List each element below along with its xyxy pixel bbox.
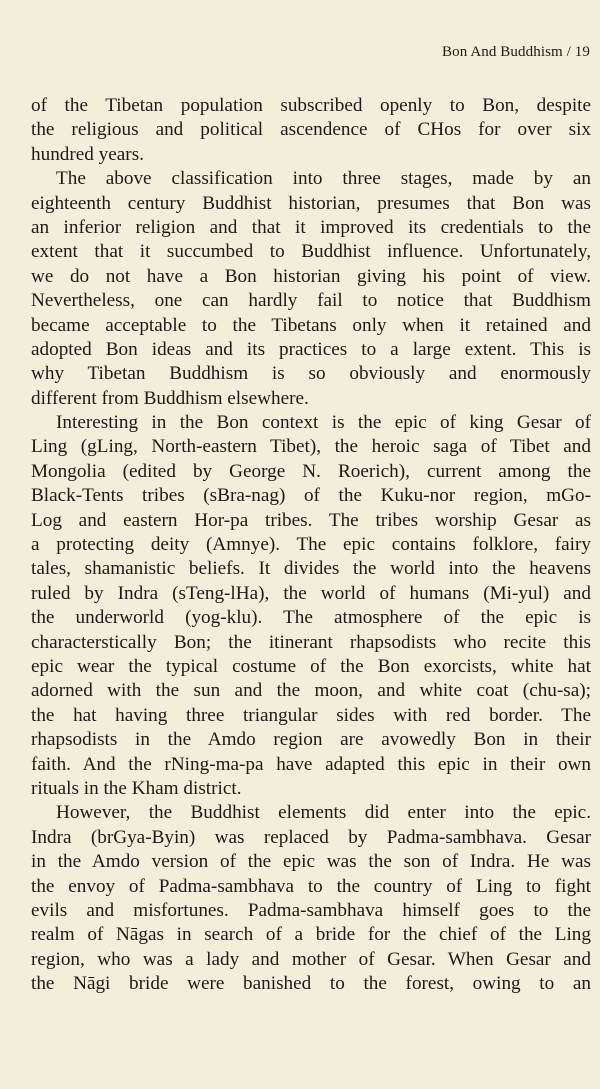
text-line: characterstically Bon; the itinerant rhapsodists who recite this — [31, 631, 591, 653]
text-line: rhapsodists in the Amdo region are avowedly Bon in their — [31, 729, 591, 751]
text-line: Mongolia (edited by George N. Roerich), current among the — [31, 460, 591, 482]
text-line: the hat having three triangular sides with red border. The — [31, 704, 591, 726]
text-line: became acceptable to the Tibetans only when it retained and — [31, 314, 591, 336]
page-number: 19 — [574, 44, 590, 60]
text-line: the underworld (yog-klu). The atmosphere of the epic is — [31, 607, 591, 629]
text-line: rituals in the Kham district. — [31, 777, 242, 799]
paragraph — [31, 94, 591, 167]
text-line: region, who was a lady and mother of Gesar. When Gesar and — [31, 948, 591, 970]
running-header — [442, 44, 590, 61]
text-line: the envoy of Padma-sambhava to the country of Ling to fight — [31, 875, 591, 897]
text-line: we do not have a Bon historian giving his point of view. — [31, 265, 591, 287]
text-line: why Tibetan Buddhism is so obviously and enormously — [31, 363, 591, 385]
text-line: Nevertheless, one can hardly fail to notice that Buddhism — [31, 290, 591, 312]
paragraph — [31, 411, 591, 801]
text-line: the religious and political ascendence of CHos for over six — [31, 119, 591, 141]
text-line: tales, shamanistic beliefs. It divides the world into the heavens — [31, 558, 591, 580]
header-separator: / — [566, 44, 571, 60]
text-line: of the Tibetan population subscribed openly to Bon, despite — [31, 95, 591, 116]
text-line: realm of Nāgas in search of a bride for the chief of the Ling — [31, 924, 591, 946]
text-line: different from Buddhism elsewhere. — [31, 387, 309, 409]
text-line: adopted Bon ideas and its practices to a large extent. This is — [31, 338, 591, 360]
text-line: Black-Tents tribes (sBra-nag) of the Kuku-nor region, mGo- — [31, 485, 591, 507]
running-title: Bon And Buddhism — [442, 44, 563, 60]
text-line: Ling (gLing, North-eastern Tibet), the heroic saga of Tibet and — [31, 436, 591, 458]
text-line: Log and eastern Hor-pa tribes. The tribes worship Gesar as — [31, 509, 591, 531]
text-line: ruled by Indra (sTeng-lHa), the world of humans (Mi-yul) and — [31, 582, 591, 604]
paragraph — [31, 801, 591, 996]
text-line: extent that it succumbed to Buddhist influence. Unfortunately, — [31, 241, 591, 263]
text-line: a protecting deity (Amnye). The epic contains folklore, fairy — [31, 534, 591, 556]
text-line: Indra (brGya-Byin) was replaced by Padma-sambhava. Gesar — [31, 826, 591, 848]
text-line: Interesting in the Bon context is the epic of king Gesar of — [56, 412, 591, 434]
text-line: evils and misfortunes. Padma-sambhava himself goes to the — [31, 899, 591, 921]
paragraph — [31, 167, 591, 411]
text-line: However, the Buddhist elements did enter into the epic. — [56, 802, 591, 824]
text-line: the Nāgi bride were banished to the forest, owing to an — [31, 973, 591, 995]
text-line: The above classification into three stages, made by an — [56, 168, 591, 190]
text-line: hundred years. — [31, 143, 144, 165]
text-line: faith. And the rNing-ma-pa have adapted this epic in their own — [31, 753, 591, 775]
text-line: in the Amdo version of the epic was the son of Indra. He was — [31, 851, 591, 873]
page-body-text — [31, 94, 591, 996]
text-line: adorned with the sun and the moon, and white coat (chu-sa); — [31, 680, 591, 702]
text-line: eighteenth century Buddhist historian, presumes that Bon was — [31, 192, 591, 214]
text-line: an inferior religion and that it improved its credentials to the — [31, 216, 591, 238]
text-line: epic wear the typical costume of the Bon exorcists, white hat — [31, 655, 591, 677]
